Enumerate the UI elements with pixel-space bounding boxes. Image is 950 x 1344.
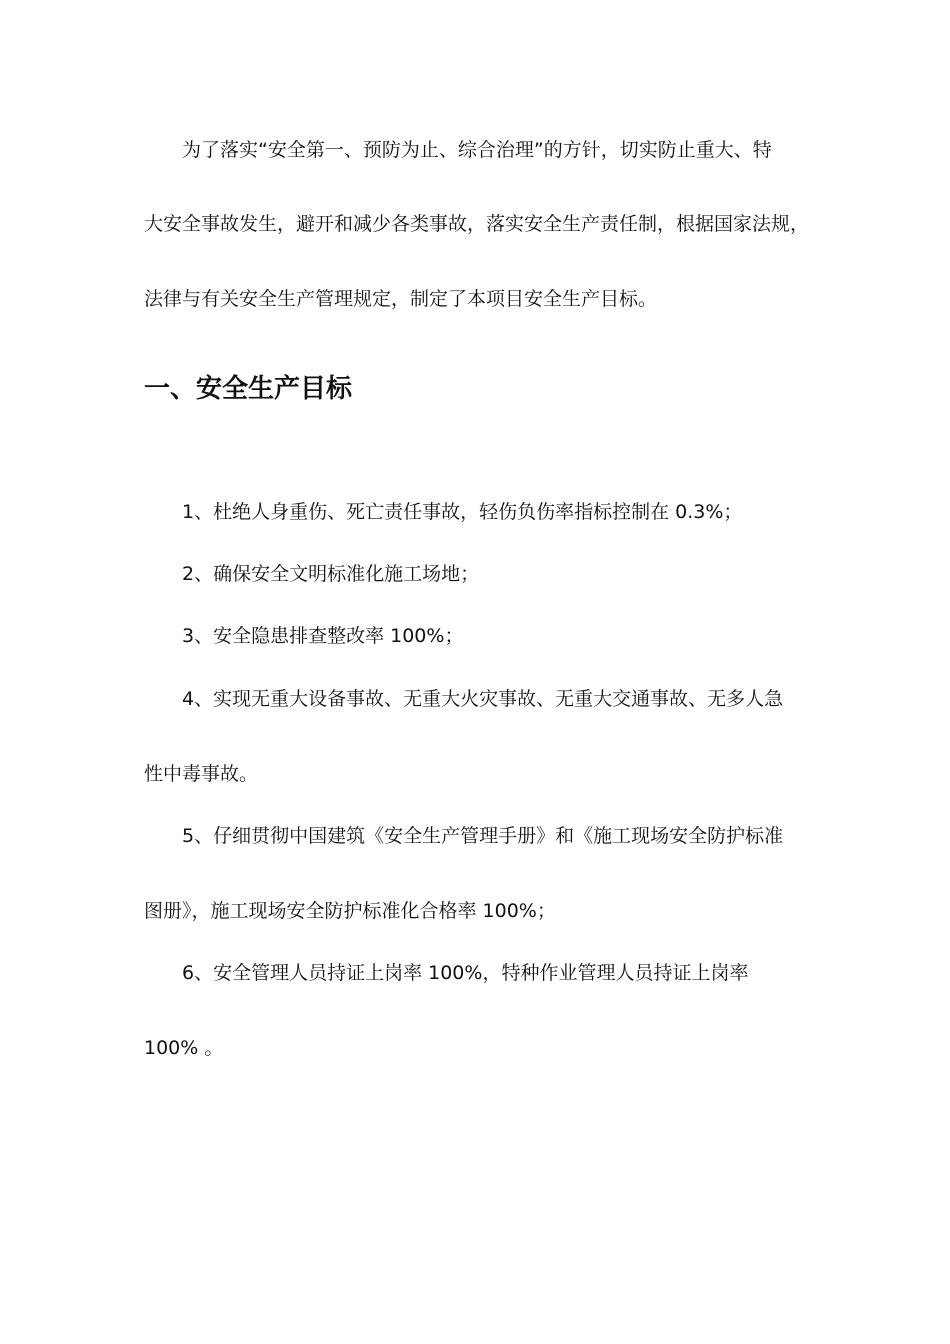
intro-line-3: 法律与有关安全生产管理规定，制定了本项目安全生产目标。 — [144, 288, 658, 310]
section-heading: 一、安全生产目标 — [144, 374, 353, 404]
goal-item-1: 1、杜绝人身重伤、死亡责任事故，轻伤负伤率指标控制在 0.3%； — [182, 501, 743, 523]
intro-line-1: 为了落实“安全第一、预防为止、综合治理”的方针，切实防止重大、特 — [182, 139, 772, 161]
goal-item-5-line-2: 图册》，施工现场安全防护标准化合格率 100%； — [144, 900, 556, 922]
goal-item-5-line-1: 5、仔细贯彻中国建筑《安全生产管理手册》和《施工现场安全防护标准 — [182, 825, 784, 847]
goal-item-3: 3、安全隐患排查整改率 100%； — [182, 625, 464, 647]
goal-item-4-line-2: 性中毒事故。 — [144, 763, 259, 785]
goal-item-6-line-1: 6、安全管理人员持证上岗率 100%，特种作业管理人员持证上岗率 — [182, 962, 749, 984]
intro-line-2: 大安全事故发生，避开和减少各类事故，落实安全生产责任制，根据国家法规， — [144, 213, 810, 235]
goal-item-4-line-1: 4、实现无重大设备事故、无重大火灾事故、无重大交通事故、无多人急 — [182, 688, 784, 710]
goal-item-6-line-2: 100% 。 — [144, 1037, 224, 1059]
goal-item-2: 2、确保安全文明标准化施工场地； — [182, 563, 480, 585]
